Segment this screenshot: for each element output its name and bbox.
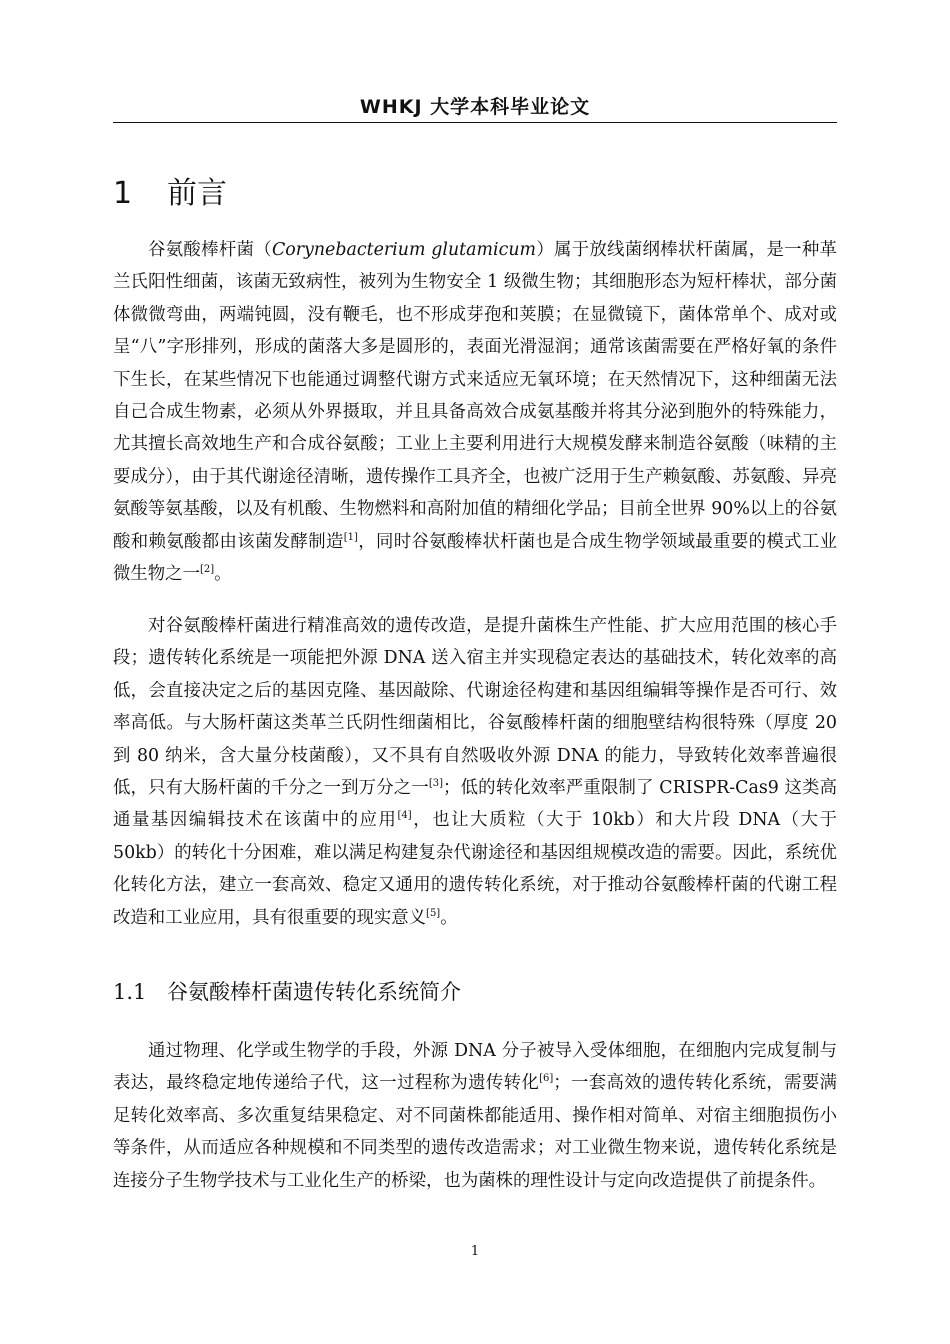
paragraph-text: ；低的转化效率严重限制了 CRISPR-Cas9 这类高通量基因编辑技术在该菌中的应用: [113, 778, 837, 831]
chapter-title: 前言: [167, 176, 227, 211]
section-heading: [113, 977, 461, 1007]
paragraph-text: 对谷氨酸棒杆菌进行精准高效的遗传改造，是提升菌株生产性能、扩大应用范围的核心手段；遗传转化系统是一项能把外源 DNA 送入宿主并实现稳定表达的基础技术，转化效率的高低，会直接决定之后的基因克隆、基因敲除、代谢途径构建和基因组编辑等操作是否可行、效率高低。与大肠杆菌这类革兰氏阴性细菌相比，谷氨酸棒杆菌的细胞壁结构很特殊（厚度 20 到 80 纳米，含大量分枝菌酸），又不具有自然吸收外源 DNA 的能力，导致转化效率普遍很低，只有大肠杆菌的千分之一到万分之一: [113, 616, 837, 799]
citation-ref: [6]: [539, 1073, 554, 1085]
paragraph-text: ，同时谷氨酸棒状杆菌也是合成生物学领域最重要的模式工业微生物之一: [113, 531, 837, 585]
section-number: 1.1: [113, 980, 147, 1004]
running-header: WHKJ 大学本科毕业论文: [359, 96, 591, 118]
header-rule: [113, 122, 837, 123]
paragraph-text: ，也让大质粒（大于 10kb）和大片段 DNA（大于 50kb）的转化十分困难，难以满足构建复杂代谢途径和基因组规模改造的需要。因此，系统优化转化方法，建立一套高效、稳定又通用的遗传转化系统，对于推动谷氨酸棒杆菌的代谢工程改造和工业应用，具有很重要的现实意义: [113, 810, 837, 928]
page-number: 1: [470, 1244, 480, 1259]
citation-ref: [5]: [426, 907, 441, 919]
citation-ref: [4]: [397, 810, 412, 822]
body-paragraph-1: [113, 234, 837, 590]
paragraph-text: 通过物理、化学或生物学的手段，外源 DNA 分子被导入受体细胞，在细胞内完成复制与表达，最终稳定地传递给子代，这一过程称为遗传转化: [113, 1041, 837, 1094]
chapter-heading: [113, 174, 227, 214]
body-paragraph-3: [113, 1035, 837, 1197]
paragraph-text: 。: [440, 907, 458, 928]
paragraph-text: 。: [214, 564, 232, 585]
species-name: Corynebacterium glutamicum: [271, 240, 537, 260]
paragraph-text: ）属于放线菌纲棒状杆菌属，是一种革兰氏阳性细菌，该菌无致病性，被列为生物安全 1 级微生物；其细胞形态为短杆棒状，部分菌体微微弯曲，两端钝圆，没有鞭毛，也不形成芽孢和荚膜；在显微镜下，菌体常单个、成对或呈“八”字形排列，形成的菌落大多是圆形的，表面光滑湿润；通常该菌需要在严格好氧的条件下生长，在某些情况下也能通过调整代谢方式来适应无氧环境；在天然情况下，这种细菌无法自己合成生物素，必须从外界摄取，并且具备高效合成氨基酸并将其分泌到胞外的特殊能力，尤其擅长高效地生产和合成谷氨酸；工业上主要利用进行大规模发酵来制造谷氨酸（味精的主要成分），由于其代谢途径清晰，遗传操作工具齐全，也被广泛用于生产赖氨酸、苏氨酸、异亮氨酸等氨基酸，以及有机酸、生物燃料和高附加值的精细化学品；目前全世界 90%以上的谷氨酸和赖氨酸都由该菌发酵制造: [113, 240, 837, 552]
section-title: 谷氨酸棒杆菌遗传转化系统简介: [167, 980, 461, 1004]
citation-ref: [3]: [428, 778, 444, 790]
body-paragraph-2: [113, 610, 837, 934]
chapter-number: 1: [113, 176, 133, 211]
citation-ref: [1]: [343, 531, 358, 543]
paragraph-text: ；一套高效的遗传转化系统，需要满足转化效率高、多次重复结果稳定、对不同菌株都能适用、操作相对简单、对宿主细胞损伤小等条件，从而适应各种规模和不同类型的遗传改造需求；对工业微生物来说，遗传转化系统是连接分子生物学技术与工业化生产的桥梁，也为菌株的理性设计与定向改造提供了前提条件。: [113, 1073, 837, 1191]
citation-ref: [2]: [199, 564, 215, 576]
paragraph-text: 谷氨酸棒杆菌（: [148, 240, 272, 260]
